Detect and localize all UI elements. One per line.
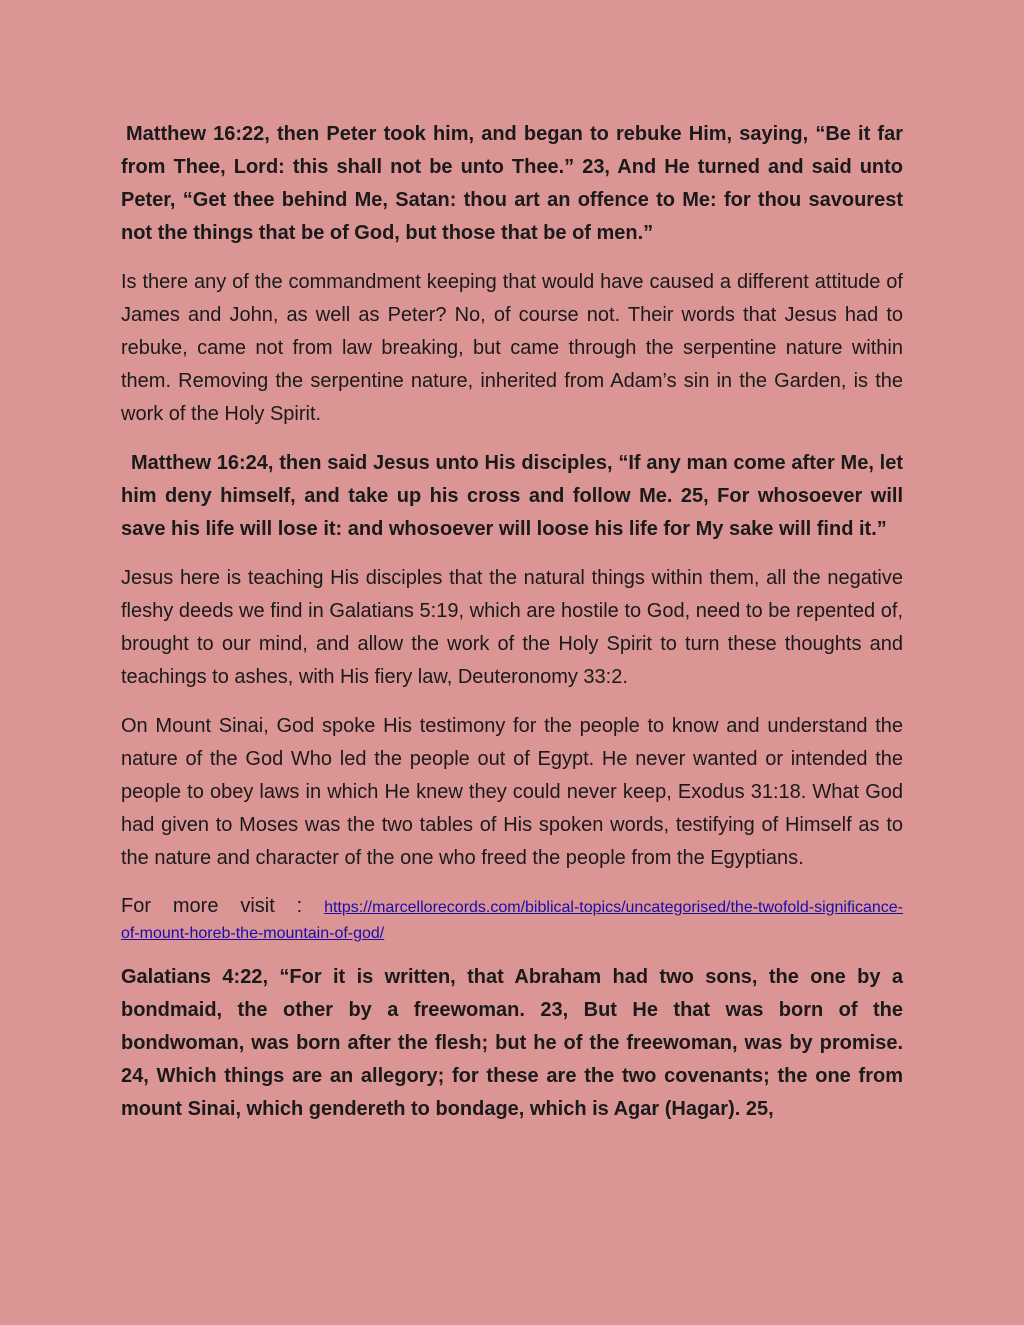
- more-visit-first-line: [121, 891, 903, 923]
- commentary-paragraph-2: Jesus here is teaching His disciples that the natural things within them, all the negative fleshy deeds we find in Galatians 5:19, which are hostile to God, need to be repented of, brought to our mind, and allow the work of the Holy Spirit to turn these thoughts and teachings to ashes, with His fiery law, Deuteronomy 33:2.: [121, 567, 903, 688]
- scripture-quote-matthew-16-22: Matthew 16:22, then Peter took him, and began to rebuke Him, saying, “Be it far from Thee, Lord: this shall not be unto Thee.” 23, And He turned and said unto Peter, “Get thee behind Me, Satan: thou art an offence to Me: for thou savourest not the things that be of God, but those that be of men.”: [121, 123, 903, 244]
- more-visit-line: [121, 891, 903, 945]
- scripture-quote-galatians-4-22: Galatians 4:22, “For it is written, that Abraham had two sons, the one by a bondmaid, the other by a freewoman. 23, But He that was born of the bondwoman, was born after the flesh; but he of the freewoman, was by promise. 24, Which things are an allegory; for these are the two covenants; the one from mount Sinai, which gendereth to bondage, which is Agar (Hagar). 25,: [121, 966, 903, 1120]
- commentary-paragraph-1: Is there any of the commandment keeping that would have caused a different attitude of James and John, as well as Peter? No, of course not. Their words that Jesus had to rebuke, came not from law breaking, but came through the serpentine nature within them. Removing the serpentine nature, inherited from Adam’s sin in the Garden, is the work of the Holy Spirit.: [121, 271, 903, 425]
- document-page: [121, 118, 903, 1142]
- more-visit-label: For more visit :: [121, 895, 325, 917]
- more-visit-link-part-1[interactable]: https://marcellorecords.com/biblical-topics/uncategorised/the-twofold-significance-: [324, 899, 903, 916]
- more-visit-link-part-2[interactable]: of-mount-horeb-the-mountain-of-god/: [121, 925, 385, 942]
- commentary-paragraph-3: On Mount Sinai, God spoke His testimony for the people to know and understand the nature of the God Who led the people out of Egypt. He never wanted or intended the people to obey laws in which He knew they could never keep, Exodus 31:18. What God had given to Moses was the two tables of His spoken words, testifying of Himself as to the nature and character of the one who freed the people from the Egyptians.: [121, 715, 903, 869]
- more-visit-second-line: [121, 923, 903, 945]
- scripture-quote-matthew-16-24: Matthew 16:24, then said Jesus unto His disciples, “If any man come after Me, let him deny himself, and take up his cross and follow Me. 25, For whosoever will save his life will lose it: and whosoever will loose his life for My sake will find it.”: [121, 452, 903, 540]
